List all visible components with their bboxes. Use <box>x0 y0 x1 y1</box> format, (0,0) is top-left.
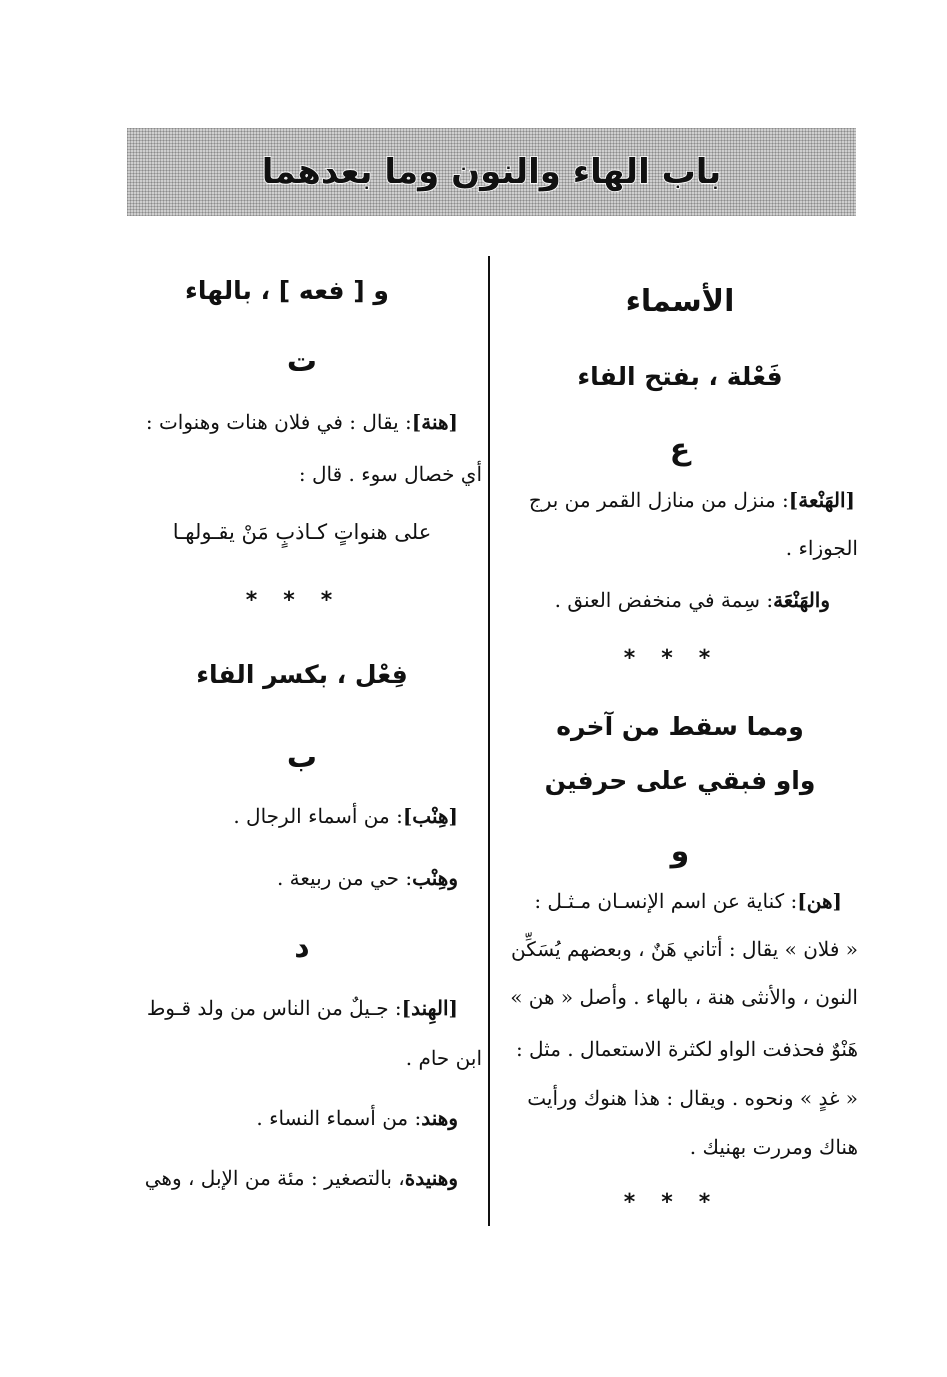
separator-stars: *** <box>245 588 359 613</box>
entry-hanaa-line1 <box>529 488 855 512</box>
definition-text: : كناية عن اسم الإنسـان مـثـل : <box>534 889 798 913</box>
entry-hind-line1 <box>147 996 458 1020</box>
entry-hun-line1 <box>534 889 842 913</box>
entry-hanaa-line2: الجوزاء . <box>785 536 858 560</box>
headword: [هِنْب] <box>402 804 458 828</box>
definition-text: : يقال : في فلان هنات وهنوات : <box>145 410 412 434</box>
entry-hun-line3: النون ، والأنثى هنة ، بالهاء . وأصل « هن » <box>510 985 858 1009</box>
subsection-title-line1: ومما سقط من آخره <box>556 712 804 741</box>
entry-hana-line1 <box>146 410 458 434</box>
letter-heading-baa: ب <box>286 740 318 775</box>
pattern-heading-kasr: فِعْل ، بكسر الفاء <box>196 660 408 689</box>
headword: [الهِند] <box>401 996 458 1020</box>
entry-hana-line2: أي خصال سوء . قال : <box>298 462 482 486</box>
entry-hun-line5: « غدٍ » ونحوه . ويقال : هذا هنوك ورأيت <box>527 1086 858 1110</box>
entry-hinb1 <box>233 804 458 828</box>
column-divider <box>488 256 490 1226</box>
entry-hanaa2 <box>555 588 830 612</box>
entry-hunaida <box>145 1166 458 1190</box>
separator-stars: *** <box>623 1190 737 1215</box>
entry-hun-line6: هناك ومررت بهنيك . <box>689 1135 858 1159</box>
subsection-title-line2: واو فبقي على حرفين <box>544 766 816 795</box>
definition-text: : منزل من منازل القمر من برج <box>528 488 789 512</box>
separator-stars: *** <box>623 646 737 671</box>
pattern-heading-fath: فَعْلة ، بفتح الفاء <box>577 362 783 391</box>
right-column <box>500 0 860 1377</box>
headword: [هن] <box>797 889 842 913</box>
left-column <box>122 0 482 1377</box>
entry-hind2 <box>256 1106 458 1130</box>
headword: [الهَنْعة] <box>788 488 855 512</box>
entry-hun-line2: « فلان » يقال : أتاني هَنٌ ، وبعضهم يُسَكِّن <box>510 937 858 961</box>
entry-hind-line2: ابن حام . <box>405 1046 482 1070</box>
letter-heading-dal: د <box>294 930 310 965</box>
poetry-verse: على هنواتٍ كـاذبٍ مَنْ يقـولهـا <box>172 520 432 544</box>
entry-hun-line4: هَنْوٌ فحذفت الواو لكثرة الاستعمال . مثل : <box>515 1037 858 1061</box>
section-title: الأسماء <box>625 284 735 319</box>
headword: وهند <box>421 1106 458 1130</box>
headword: [هنة] <box>411 410 458 434</box>
letter-heading-taa: ت <box>286 344 318 379</box>
letter-heading-ain: ع <box>669 432 691 467</box>
definition-text: : جـيلٌ من الناس من ولد قـوط <box>146 996 402 1020</box>
pattern-heading-faah: و [ فعه ] ، بالهاء <box>185 276 389 305</box>
chapter-title: باب الهاء والنون وما بعدهما <box>261 152 722 192</box>
definition-text: : سِمة في منخفض العنق . <box>554 588 774 612</box>
definition-text: : حي من ربيعة . <box>276 866 413 890</box>
definition-text: : من أسماء النساء . <box>256 1106 422 1130</box>
headword: والهَنْعَة <box>773 588 830 612</box>
entry-hinb2 <box>277 866 458 890</box>
definition-text: : من أسماء الرجال . <box>233 804 403 828</box>
headword: وهنيدة <box>404 1166 458 1190</box>
definition-text: ، بالتصغير : مئة من الإبل ، وهي <box>144 1166 405 1190</box>
letter-heading-waw: و <box>670 834 690 869</box>
headword: وهِنْب <box>412 866 458 890</box>
